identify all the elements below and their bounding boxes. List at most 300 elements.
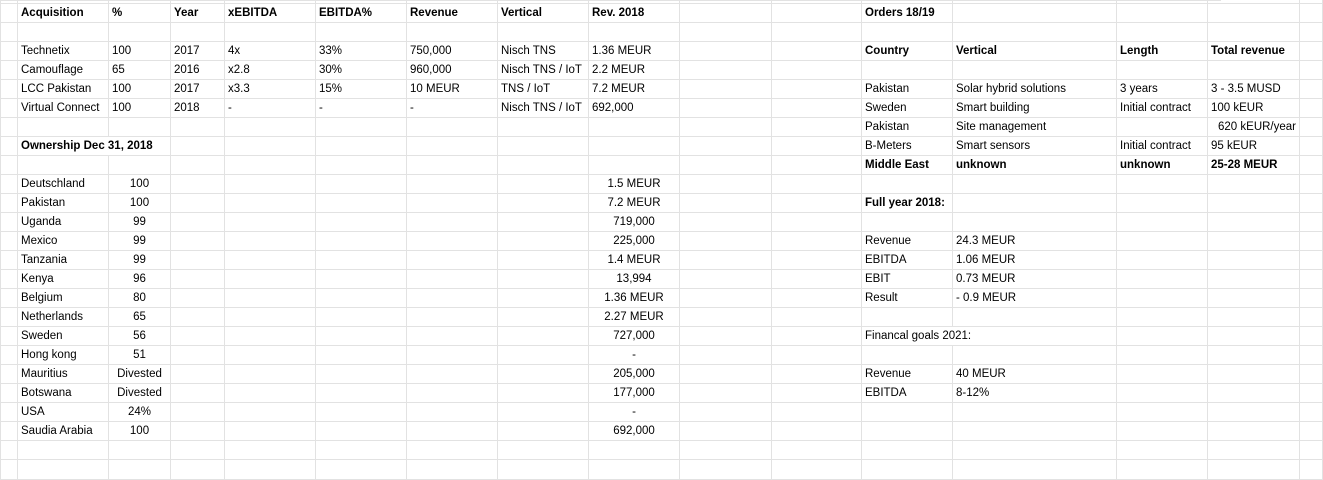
empty-cell[interactable] [316,137,407,156]
empty-cell[interactable] [498,289,589,308]
empty-cell[interactable] [772,289,862,308]
empty-cell[interactable] [171,403,225,422]
empty-cell[interactable] [1208,270,1300,289]
empty-cell[interactable] [109,460,171,480]
empty-cell[interactable] [680,23,772,42]
ownership-title[interactable]: Ownership Dec 31, 2018 [18,137,171,156]
empty-cell[interactable] [171,175,225,194]
ownership-revenue[interactable]: 727,000 [589,327,680,346]
empty-cell[interactable] [407,441,498,460]
full-year-value[interactable]: 24.3 MEUR [953,232,1117,251]
empty-cell[interactable] [1208,194,1300,213]
empty-cell[interactable] [316,118,407,137]
empty-cell[interactable] [225,308,316,327]
empty-cell[interactable] [1117,346,1208,365]
empty-cell[interactable] [225,232,316,251]
empty-cell[interactable] [1117,308,1208,327]
acq-cell[interactable]: 2018 [171,99,225,118]
empty-cell[interactable] [1208,23,1300,42]
ownership-country[interactable]: Mauritius [18,365,109,384]
empty-cell[interactable] [0,384,18,403]
acq-header-cell[interactable]: % [109,4,171,23]
empty-cell[interactable] [1300,80,1323,99]
empty-cell[interactable] [0,251,18,270]
ownership-revenue[interactable]: 2.27 MEUR [589,308,680,327]
full-year-label[interactable]: EBITDA [862,251,953,270]
empty-cell[interactable] [1208,175,1300,194]
orders-cell[interactable]: Pakistan [862,118,953,137]
acq-cell[interactable]: 100 [109,80,171,99]
empty-cell[interactable] [225,327,316,346]
empty-cell[interactable] [0,118,18,137]
orders-cell[interactable]: 95 kEUR [1208,137,1300,156]
empty-cell[interactable] [1300,403,1323,422]
empty-cell[interactable] [1117,289,1208,308]
acq-cell[interactable]: 33% [316,42,407,61]
empty-cell[interactable] [589,156,680,175]
empty-cell[interactable] [680,289,772,308]
empty-cell[interactable] [316,289,407,308]
empty-cell[interactable] [772,23,862,42]
goals-title[interactable]: Financal goals 2021: [862,327,1117,346]
empty-cell[interactable] [953,194,1117,213]
empty-cell[interactable] [1117,270,1208,289]
empty-cell[interactable] [0,327,18,346]
orders-cell[interactable]: Site management [953,118,1117,137]
empty-cell[interactable] [772,270,862,289]
empty-cell[interactable] [171,270,225,289]
empty-cell[interactable] [1208,460,1300,480]
empty-cell[interactable] [171,251,225,270]
empty-cell[interactable] [171,213,225,232]
empty-cell[interactable] [0,156,18,175]
empty-cell[interactable] [772,460,862,480]
empty-cell[interactable] [316,232,407,251]
empty-cell[interactable] [772,61,862,80]
empty-cell[interactable] [171,460,225,480]
empty-cell[interactable] [0,99,18,118]
empty-cell[interactable] [772,308,862,327]
empty-cell[interactable] [680,232,772,251]
empty-cell[interactable] [316,175,407,194]
empty-cell[interactable] [772,4,862,23]
empty-cell[interactable] [1300,175,1323,194]
full-year-label[interactable]: EBIT [862,270,953,289]
empty-cell[interactable] [18,23,109,42]
empty-cell[interactable] [498,270,589,289]
empty-cell[interactable] [772,346,862,365]
empty-cell[interactable] [171,384,225,403]
empty-cell[interactable] [316,422,407,441]
ownership-country[interactable]: Mexico [18,232,109,251]
empty-cell[interactable] [1300,42,1323,61]
empty-cell[interactable] [0,4,18,23]
ownership-country[interactable]: Uganda [18,213,109,232]
empty-cell[interactable] [1300,422,1323,441]
ownership-percent[interactable]: 99 [109,232,171,251]
empty-cell[interactable] [680,156,772,175]
ownership-country[interactable]: Belgium [18,289,109,308]
empty-cell[interactable] [171,422,225,441]
acq-header-cell[interactable]: EBITDA% [316,4,407,23]
empty-cell[interactable] [772,441,862,460]
empty-cell[interactable] [1208,441,1300,460]
acq-cell[interactable]: 2017 [171,80,225,99]
empty-cell[interactable] [18,118,109,137]
ownership-percent[interactable]: Divested [109,365,171,384]
empty-cell[interactable] [225,365,316,384]
acq-cell[interactable]: Virtual Connect [18,99,109,118]
acq-cell[interactable]: TNS / IoT [498,80,589,99]
empty-cell[interactable] [498,422,589,441]
orders-cell[interactable]: Middle East [862,156,953,175]
empty-cell[interactable] [498,403,589,422]
acq-header-cell[interactable]: Vertical [498,4,589,23]
acq-cell[interactable]: 2017 [171,42,225,61]
empty-cell[interactable] [0,213,18,232]
orders-cell[interactable]: Smart sensors [953,137,1117,156]
empty-cell[interactable] [0,137,18,156]
empty-cell[interactable] [407,422,498,441]
ownership-percent[interactable]: 99 [109,213,171,232]
ownership-percent[interactable]: 100 [109,194,171,213]
empty-cell[interactable] [316,384,407,403]
empty-cell[interactable] [953,175,1117,194]
ownership-revenue[interactable]: - [589,346,680,365]
empty-cell[interactable] [953,61,1117,80]
empty-cell[interactable] [862,308,953,327]
empty-cell[interactable] [109,23,171,42]
empty-cell[interactable] [316,365,407,384]
acq-cell[interactable]: Nisch TNS / IoT [498,61,589,80]
orders-cell[interactable]: Initial contract [1117,99,1208,118]
empty-cell[interactable] [772,232,862,251]
empty-cell[interactable] [1300,194,1323,213]
ownership-percent[interactable]: 80 [109,289,171,308]
empty-cell[interactable] [225,194,316,213]
empty-cell[interactable] [171,441,225,460]
empty-cell[interactable] [1300,327,1323,346]
empty-cell[interactable] [772,118,862,137]
empty-cell[interactable] [316,270,407,289]
empty-cell[interactable] [680,80,772,99]
empty-cell[interactable] [1208,346,1300,365]
empty-cell[interactable] [18,156,109,175]
empty-cell[interactable] [407,365,498,384]
ownership-revenue[interactable]: 1.4 MEUR [589,251,680,270]
full-year-title[interactable]: Full year 2018: [862,194,953,213]
empty-cell[interactable] [498,460,589,480]
acq-cell[interactable]: 1.36 MEUR [589,42,680,61]
ownership-country[interactable]: Saudia Arabia [18,422,109,441]
empty-cell[interactable] [1300,118,1323,137]
acq-cell[interactable]: 2.2 MEUR [589,61,680,80]
empty-cell[interactable] [498,175,589,194]
empty-cell[interactable] [171,137,225,156]
empty-cell[interactable] [1208,403,1300,422]
ownership-percent[interactable]: 96 [109,270,171,289]
empty-cell[interactable] [316,441,407,460]
empty-cell[interactable] [589,460,680,480]
empty-cell[interactable] [1300,99,1323,118]
orders-cell[interactable]: 100 kEUR [1208,99,1300,118]
acq-header-cell[interactable]: Revenue [407,4,498,23]
empty-cell[interactable] [407,270,498,289]
ownership-country[interactable]: Deutschland [18,175,109,194]
empty-cell[interactable] [407,137,498,156]
empty-cell[interactable] [0,346,18,365]
acq-cell[interactable]: - [225,99,316,118]
empty-cell[interactable] [498,251,589,270]
empty-cell[interactable] [498,346,589,365]
empty-cell[interactable] [862,23,953,42]
acq-cell[interactable]: LCC Pakistan [18,80,109,99]
empty-cell[interactable] [0,460,18,480]
orders-cell[interactable] [1117,118,1208,137]
empty-cell[interactable] [1208,213,1300,232]
empty-cell[interactable] [498,23,589,42]
acq-header-cell[interactable]: Year [171,4,225,23]
empty-cell[interactable] [407,384,498,403]
empty-cell[interactable] [1117,61,1208,80]
orders-header-cell[interactable]: Length [1117,42,1208,61]
acq-cell[interactable]: x2.8 [225,61,316,80]
empty-cell[interactable] [862,346,953,365]
full-year-value[interactable]: 0.73 MEUR [953,270,1117,289]
empty-cell[interactable] [225,422,316,441]
empty-cell[interactable] [680,460,772,480]
empty-cell[interactable] [680,441,772,460]
ownership-revenue[interactable]: 719,000 [589,213,680,232]
empty-cell[interactable] [1300,384,1323,403]
empty-cell[interactable] [1300,308,1323,327]
empty-cell[interactable] [498,308,589,327]
orders-title[interactable]: Orders 18/19 [862,4,953,23]
orders-cell[interactable]: 620 kEUR/year [1208,118,1300,137]
empty-cell[interactable] [1117,422,1208,441]
empty-cell[interactable] [407,403,498,422]
ownership-revenue[interactable]: 7.2 MEUR [589,194,680,213]
empty-cell[interactable] [953,4,1117,23]
empty-cell[interactable] [171,23,225,42]
empty-cell[interactable] [1117,365,1208,384]
empty-cell[interactable] [0,441,18,460]
empty-cell[interactable] [316,194,407,213]
ownership-percent[interactable]: 100 [109,175,171,194]
ownership-revenue[interactable]: 225,000 [589,232,680,251]
acq-cell[interactable]: 65 [109,61,171,80]
orders-cell[interactable]: B-Meters [862,137,953,156]
empty-cell[interactable] [0,23,18,42]
ownership-percent[interactable]: 100 [109,422,171,441]
empty-cell[interactable] [1117,23,1208,42]
empty-cell[interactable] [407,327,498,346]
acq-cell[interactable]: 750,000 [407,42,498,61]
empty-cell[interactable] [680,194,772,213]
acq-cell[interactable]: Camouflage [18,61,109,80]
empty-cell[interactable] [680,384,772,403]
empty-cell[interactable] [680,403,772,422]
empty-cell[interactable] [1117,327,1208,346]
orders-cell[interactable]: Pakistan [862,80,953,99]
acq-cell[interactable]: x3.3 [225,80,316,99]
empty-cell[interactable] [498,327,589,346]
acq-cell[interactable]: 2016 [171,61,225,80]
full-year-value[interactable]: 1.06 MEUR [953,251,1117,270]
empty-cell[interactable] [109,156,171,175]
empty-cell[interactable] [407,460,498,480]
empty-cell[interactable] [589,23,680,42]
empty-cell[interactable] [0,61,18,80]
empty-cell[interactable] [171,327,225,346]
empty-cell[interactable] [953,441,1117,460]
full-year-label[interactable]: Revenue [862,232,953,251]
empty-cell[interactable] [589,441,680,460]
empty-cell[interactable] [1300,232,1323,251]
empty-cell[interactable] [1300,365,1323,384]
acq-cell[interactable]: 7.2 MEUR [589,80,680,99]
empty-cell[interactable] [1117,251,1208,270]
empty-cell[interactable] [225,156,316,175]
empty-cell[interactable] [772,365,862,384]
empty-cell[interactable] [171,118,225,137]
empty-cell[interactable] [680,365,772,384]
empty-cell[interactable] [0,175,18,194]
acq-cell[interactable]: 10 MEUR [407,80,498,99]
ownership-country[interactable]: Sweden [18,327,109,346]
empty-cell[interactable] [1117,175,1208,194]
empty-cell[interactable] [772,403,862,422]
empty-cell[interactable] [316,251,407,270]
empty-cell[interactable] [680,327,772,346]
empty-cell[interactable] [1208,422,1300,441]
empty-cell[interactable] [1300,460,1323,480]
empty-cell[interactable] [225,23,316,42]
empty-cell[interactable] [316,327,407,346]
empty-cell[interactable] [316,346,407,365]
empty-cell[interactable] [680,213,772,232]
empty-cell[interactable] [953,460,1117,480]
full-year-label[interactable]: Result [862,289,953,308]
empty-cell[interactable] [498,365,589,384]
orders-cell[interactable]: Initial contract [1117,137,1208,156]
acq-cell[interactable]: 30% [316,61,407,80]
empty-cell[interactable] [1117,4,1208,23]
empty-cell[interactable] [225,137,316,156]
empty-cell[interactable] [171,365,225,384]
empty-cell[interactable] [1208,384,1300,403]
empty-cell[interactable] [772,42,862,61]
empty-cell[interactable] [0,232,18,251]
ownership-percent[interactable]: 99 [109,251,171,270]
empty-cell[interactable] [1208,327,1300,346]
empty-cell[interactable] [109,441,171,460]
empty-cell[interactable] [1117,460,1208,480]
ownership-revenue[interactable]: 205,000 [589,365,680,384]
empty-cell[interactable] [316,156,407,175]
empty-cell[interactable] [316,308,407,327]
acq-cell[interactable]: 100 [109,99,171,118]
empty-cell[interactable] [498,156,589,175]
empty-cell[interactable] [680,137,772,156]
empty-cell[interactable] [225,384,316,403]
acq-cell[interactable]: Nisch TNS [498,42,589,61]
ownership-revenue[interactable]: 1.36 MEUR [589,289,680,308]
orders-cell[interactable]: Solar hybrid solutions [953,80,1117,99]
acq-cell[interactable]: Nisch TNS / IoT [498,99,589,118]
goals-label[interactable]: Revenue [862,365,953,384]
empty-cell[interactable] [0,42,18,61]
empty-cell[interactable] [498,213,589,232]
empty-cell[interactable] [316,23,407,42]
empty-cell[interactable] [772,194,862,213]
empty-cell[interactable] [772,327,862,346]
empty-cell[interactable] [171,232,225,251]
empty-cell[interactable] [407,232,498,251]
full-year-value[interactable]: - 0.9 MEUR [953,289,1117,308]
empty-cell[interactable] [0,365,18,384]
empty-cell[interactable] [862,403,953,422]
ownership-country[interactable]: Kenya [18,270,109,289]
acq-cell[interactable]: 15% [316,80,407,99]
empty-cell[interactable] [0,80,18,99]
empty-cell[interactable] [171,156,225,175]
empty-cell[interactable] [225,346,316,365]
empty-cell[interactable] [1300,346,1323,365]
ownership-country[interactable]: Tanzania [18,251,109,270]
empty-cell[interactable] [772,213,862,232]
empty-cell[interactable] [498,232,589,251]
orders-cell[interactable]: 3 years [1117,80,1208,99]
empty-cell[interactable] [680,175,772,194]
empty-cell[interactable] [1300,156,1323,175]
empty-cell[interactable] [407,213,498,232]
empty-cell[interactable] [862,175,953,194]
empty-cell[interactable] [772,251,862,270]
acq-cell[interactable]: 4x [225,42,316,61]
empty-cell[interactable] [772,80,862,99]
empty-cell[interactable] [1208,308,1300,327]
empty-cell[interactable] [1300,251,1323,270]
acq-header-cell[interactable]: xEBITDA [225,4,316,23]
empty-cell[interactable] [680,4,772,23]
empty-cell[interactable] [953,346,1117,365]
empty-cell[interactable] [0,194,18,213]
ownership-country[interactable]: Hong kong [18,346,109,365]
ownership-country[interactable]: USA [18,403,109,422]
empty-cell[interactable] [225,403,316,422]
empty-cell[interactable] [680,61,772,80]
orders-cell[interactable]: Smart building [953,99,1117,118]
empty-cell[interactable] [1300,61,1323,80]
empty-cell[interactable] [225,460,316,480]
empty-cell[interactable] [498,118,589,137]
empty-cell[interactable] [407,251,498,270]
empty-cell[interactable] [0,308,18,327]
empty-cell[interactable] [680,422,772,441]
empty-cell[interactable] [316,213,407,232]
empty-cell[interactable] [1208,289,1300,308]
empty-cell[interactable] [1300,270,1323,289]
empty-cell[interactable] [407,194,498,213]
empty-cell[interactable] [407,289,498,308]
empty-cell[interactable] [1300,4,1323,23]
acq-cell[interactable]: 960,000 [407,61,498,80]
empty-cell[interactable] [680,308,772,327]
ownership-country[interactable]: Netherlands [18,308,109,327]
empty-cell[interactable] [680,270,772,289]
empty-cell[interactable] [1300,289,1323,308]
